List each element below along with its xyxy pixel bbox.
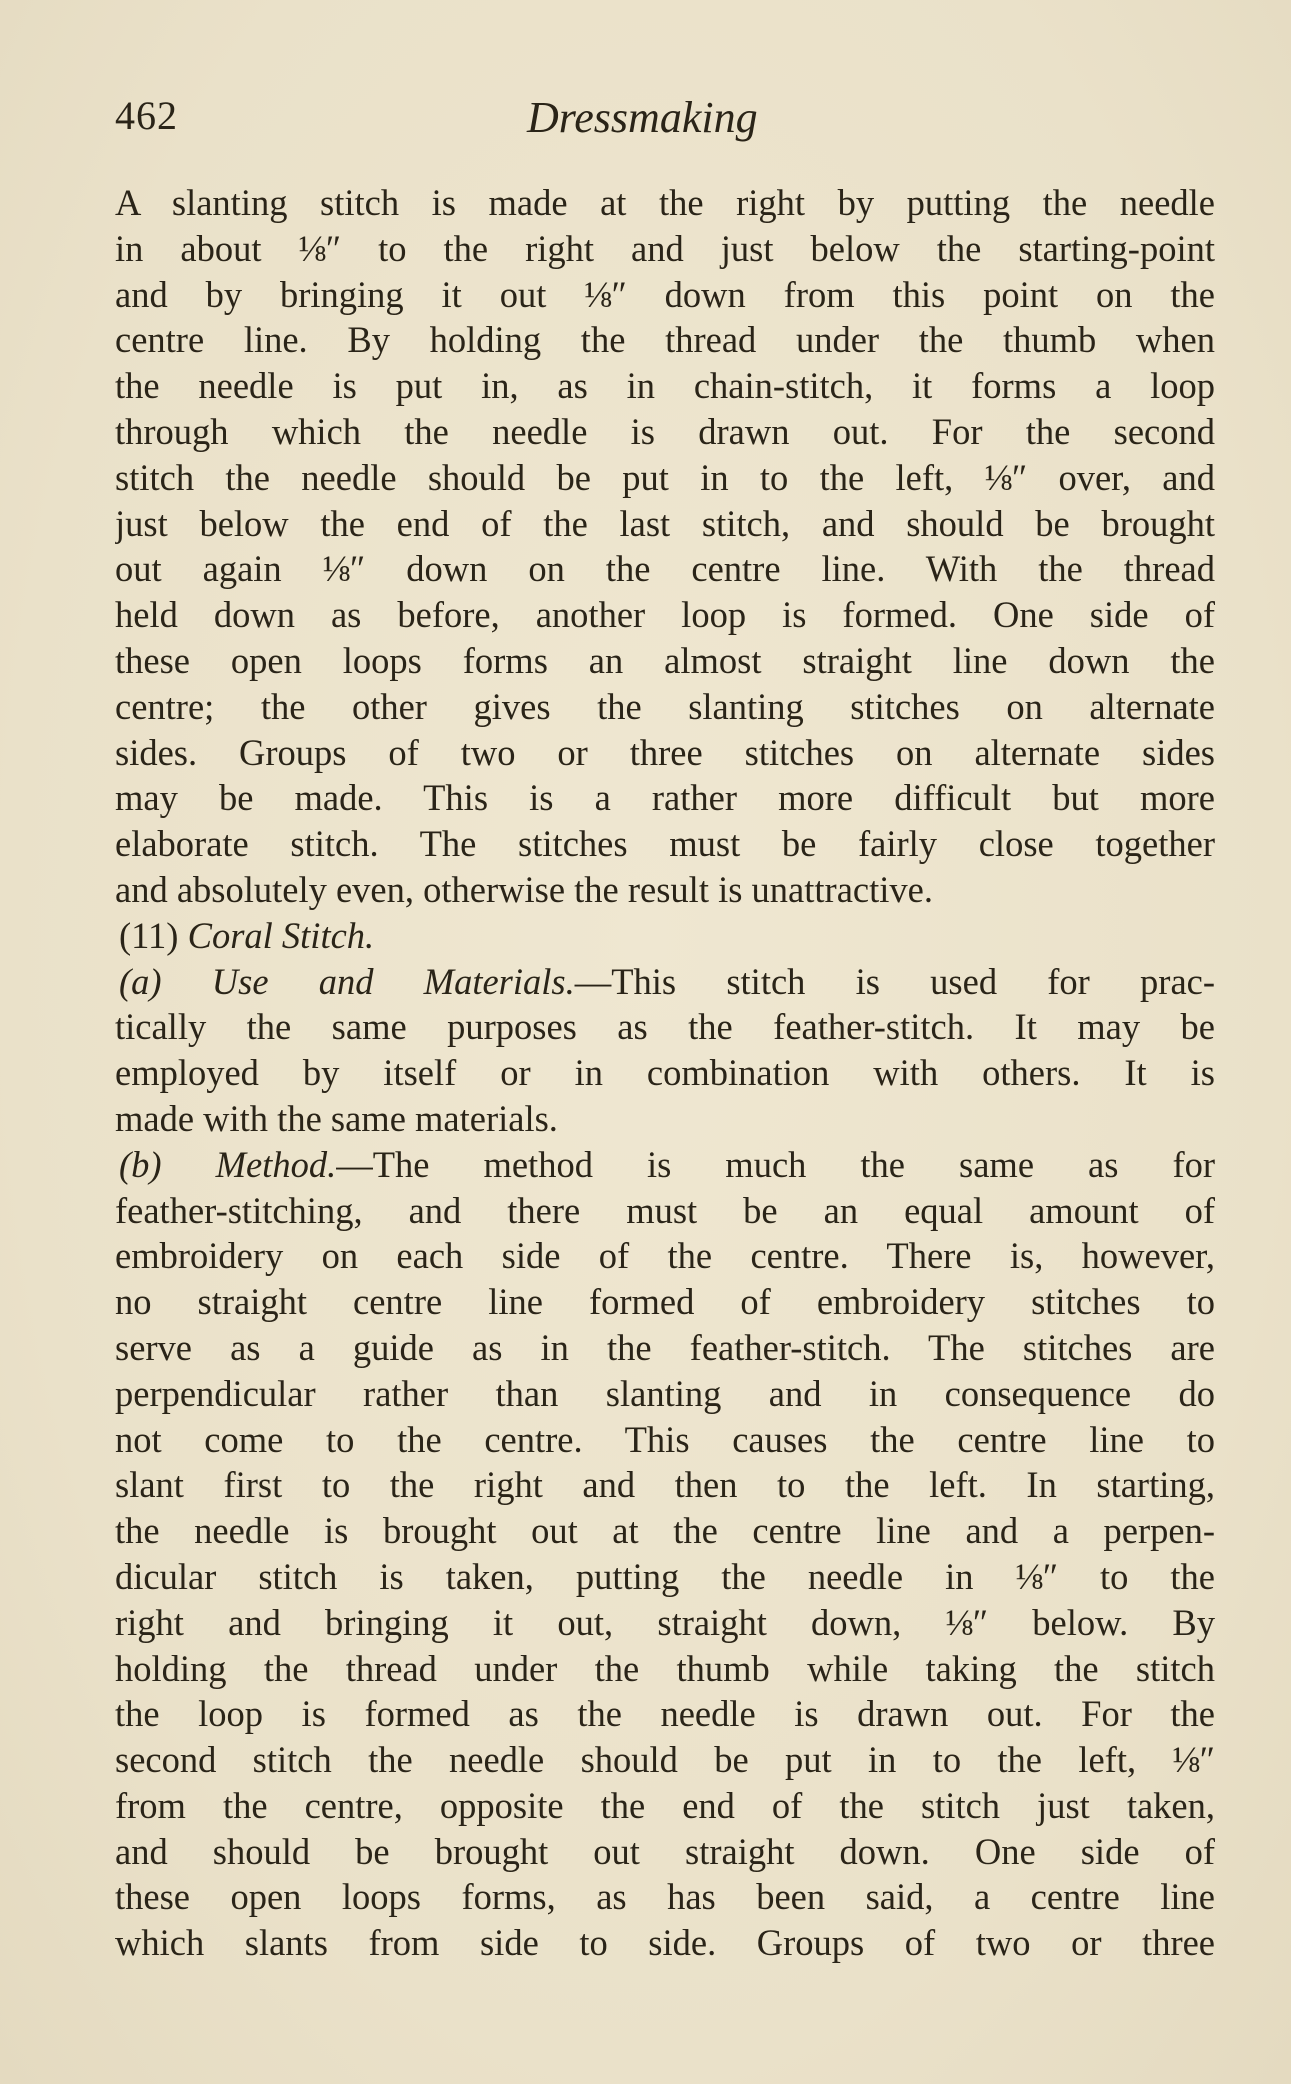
subsection-method-first-line: [115, 1142, 1215, 1188]
text-line: the needle is brought out at the centre line and a perpen-: [115, 1510, 1215, 1552]
text-line: made with the same materials.: [115, 1097, 558, 1139]
text-line: holding the thread under the thumb while taking the stitch: [115, 1647, 1215, 1689]
text-line: serve as a guide as in the feather-stitch. The stitches are: [115, 1326, 1215, 1368]
text-line: and should be brought out straight down. One side of: [115, 1830, 1215, 1872]
text-line: dicular stitch is taken, putting the needle in ⅛″ to the: [115, 1555, 1215, 1597]
subsection-label: (a): [119, 960, 162, 1002]
text-line: from the centre, opposite the end of the stitch just taken,: [115, 1784, 1215, 1826]
text-line: just below the end of the last stitch, and should be brought: [115, 502, 1215, 544]
text-line: these open loops forms an almost straight line down the: [115, 639, 1215, 681]
text-line: perpendicular rather than slanting and in consequence do: [115, 1372, 1215, 1414]
text-line: held down as before, another loop is formed. One side of: [115, 594, 1215, 636]
text-line: no straight centre line formed of embroidery stitches to: [115, 1281, 1215, 1323]
subsection-use-first-line: [115, 959, 1215, 1005]
running-title: Dressmaking: [527, 93, 758, 142]
text-line: in about ⅛″ to the right and just below the starting-point: [115, 227, 1215, 269]
subsection-text: —The method is much the same as for: [336, 1143, 1215, 1185]
text-line: and by bringing it out ⅛″ down from this point on the: [115, 273, 1215, 315]
text-line: may be made. This is a rather more difficult but more: [115, 777, 1215, 819]
subsection-text: —This stitch is used for prac-: [574, 960, 1215, 1002]
text-line: slant first to the right and then to the left. In starting,: [115, 1464, 1215, 1506]
page-number: 462: [115, 93, 178, 138]
text-line: sides. Groups of two or three stitches on alternate sides: [115, 731, 1215, 773]
subsection-title: Use and Materials.: [211, 960, 575, 1002]
text-line: these open loops forms, as has been said, a centre line: [115, 1876, 1215, 1918]
section-heading: [115, 913, 1215, 959]
text-line: A slanting stitch is made at the right by putting the needle: [115, 182, 1215, 223]
body-text: [115, 180, 1215, 1966]
section-title: Coral Stitch.: [187, 914, 375, 956]
text-line: stitch the needle should be put in to the left, ⅛″ over, and: [115, 456, 1215, 498]
text-line: right and bringing it out, straight down, ⅛″ below. By: [115, 1601, 1215, 1643]
text-line: tically the same purposes as the feather-stitch. It may be: [115, 1006, 1215, 1048]
subsection-label: (b): [119, 1143, 162, 1185]
text-line: employed by itself or in combination with others. It is: [115, 1052, 1215, 1094]
text-line: feather-stitching, and there must be an equal amount of: [115, 1189, 1215, 1231]
text-line: embroidery on each side of the centre. There is, however,: [115, 1235, 1215, 1277]
text-line: the needle is put in, as in chain-stitch, it forms a loop: [115, 365, 1215, 407]
subsection-title: Method.: [215, 1143, 337, 1185]
text-line: out again ⅛″ down on the centre line. With the thread: [115, 548, 1215, 590]
page-header: [115, 92, 1215, 152]
text-line: not come to the centre. This causes the centre line to: [115, 1418, 1215, 1460]
text-line: and absolutely even, otherwise the result is unattractive.: [115, 868, 933, 910]
section-number: (11): [119, 914, 179, 956]
text-line: which slants from side to side. Groups of two or three: [115, 1922, 1215, 1964]
text-line: centre; the other gives the slanting stitches on alternate: [115, 685, 1215, 727]
text-line: the loop is formed as the needle is drawn out. For the: [115, 1693, 1215, 1735]
text-line: through which the needle is drawn out. For the second: [115, 410, 1215, 452]
text-line: second stitch the needle should be put in to the left, ⅛″: [115, 1739, 1215, 1781]
text-line: centre line. By holding the thread under the thumb when: [115, 319, 1215, 361]
text-line: elaborate stitch. The stitches must be fairly close together: [115, 823, 1215, 865]
